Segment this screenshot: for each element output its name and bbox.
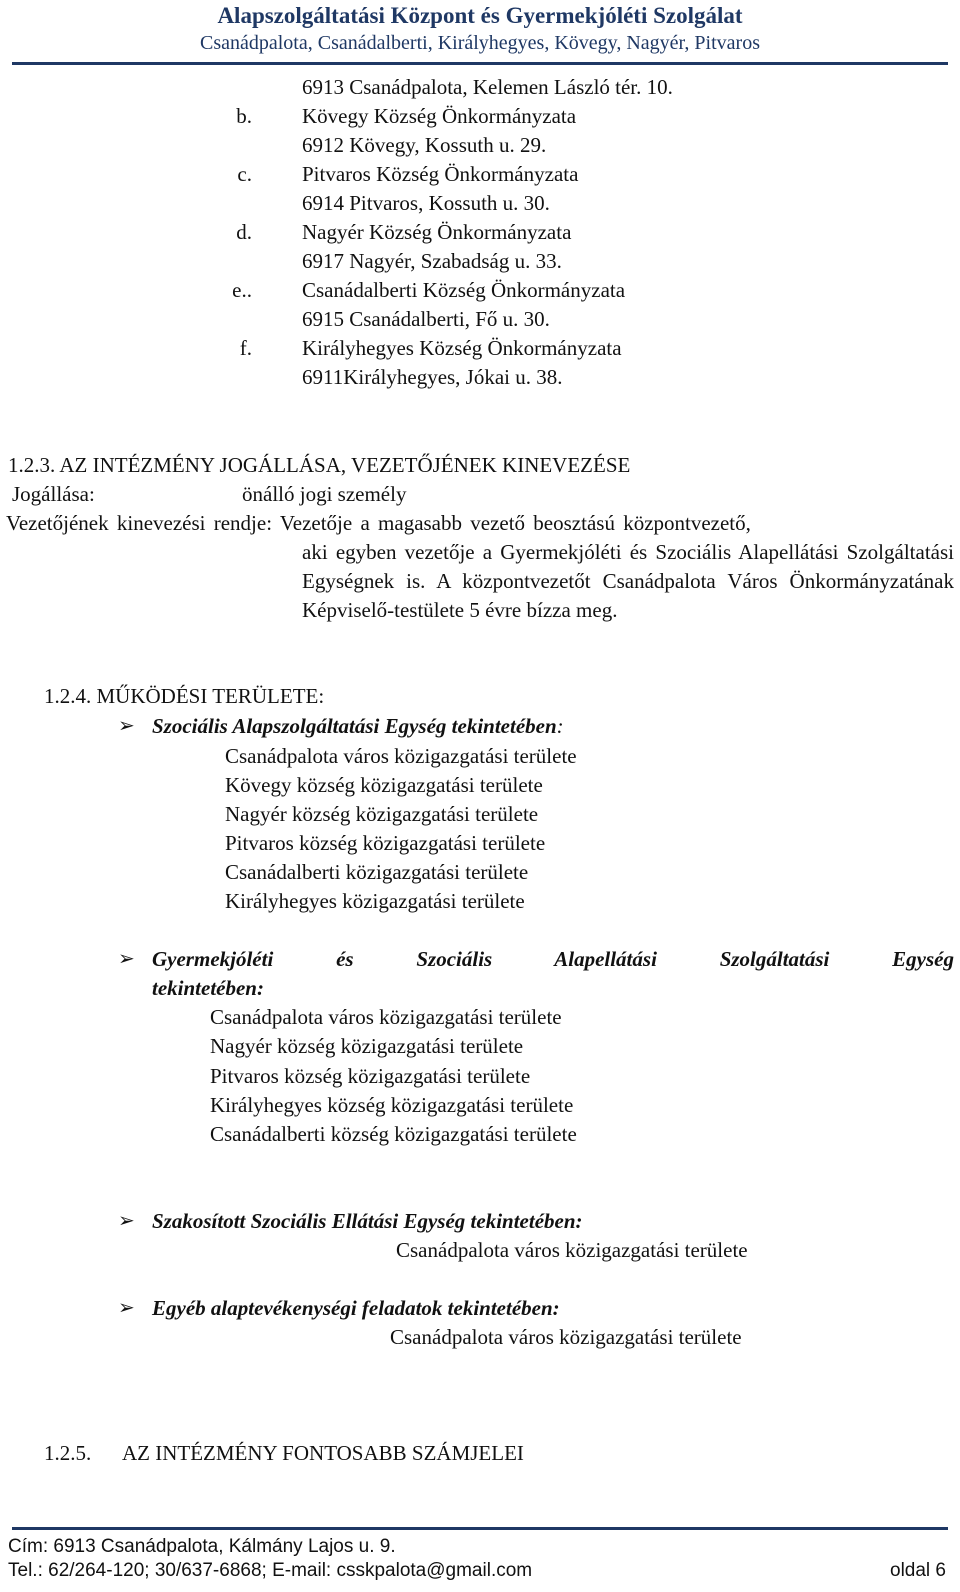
- header-divider: [12, 62, 948, 65]
- list-label: d.: [236, 220, 252, 244]
- list-item-name: Nagyér Község Önkormányzata: [302, 220, 572, 244]
- area-item: Csanádpalota város közigazgatási területe: [396, 1238, 748, 1262]
- appointment-label: Vezetőjének kinevezési rendje:: [6, 511, 273, 535]
- section-number-125: 1.2.5.: [44, 1441, 92, 1465]
- area-item: Csanádpalota város közigazgatási területe: [390, 1325, 742, 1349]
- header-title: Alapszolgáltatási Központ és Gyermekjóléti Szolgálat: [217, 3, 743, 28]
- area-item: Csanádpalota város közigazgatási területe: [210, 1005, 562, 1029]
- group-title-text: Szociális Alapszolgáltatási Egység tekintetében: [152, 714, 557, 738]
- area-item: Csanádalberti község közigazgatási területe: [210, 1122, 577, 1146]
- list-item-name: Csanádalberti Község Önkormányzata: [302, 278, 626, 302]
- bullet-arrow-icon: ➢: [118, 715, 135, 737]
- area-item: Csanádalberti közigazgatási területe: [225, 860, 529, 884]
- section-heading-124: 1.2.4. MŰKÖDÉSI TERÜLETE:: [44, 684, 325, 708]
- group-title-colon: :: [556, 714, 564, 738]
- list-item-name: Királyhegyes Község Önkormányzata: [302, 336, 622, 360]
- status-value: önálló jogi személy: [242, 482, 407, 506]
- bullet-arrow-icon: ➢: [118, 1210, 135, 1232]
- area-item: Csanádpalota város közigazgatási területe: [225, 744, 577, 768]
- footer-contact-line: [8, 1559, 946, 1583]
- section-heading-125: AZ INTÉZMÉNY FONTOSABB SZÁMJELEI: [122, 1441, 524, 1465]
- footer-divider: [12, 1527, 948, 1530]
- area-item: Pitvaros község közigazgatási területe: [210, 1064, 531, 1088]
- status-label: Jogállása:: [12, 482, 95, 506]
- list-item-name: Kövegy Község Önkormányzata: [302, 104, 577, 128]
- area-item: Királyhegyes község közigazgatási területe: [210, 1093, 574, 1117]
- list-label: c.: [237, 162, 252, 186]
- group-title-continuation: tekintetében:: [152, 976, 264, 1000]
- list-item-address: 6914 Pitvaros, Kossuth u. 30.: [302, 191, 550, 215]
- area-item: Nagyér község közigazgatási területe: [210, 1034, 524, 1058]
- footer-address: Cím: 6913 Csanádpalota, Kálmány Lajos u. 9.: [8, 1536, 396, 1557]
- list-item-address: 6917 Nagyér, Szabadság u. 33.: [302, 249, 562, 273]
- list-item-address: 6911Királyhegyes, Jókai u. 38.: [302, 365, 563, 389]
- bullet-arrow-icon: ➢: [118, 1297, 135, 1319]
- footer-contact: Tel.: 62/264-120; 30/637-6868; E-mail: csskpalota@gmail.com: [8, 1560, 533, 1581]
- header-subtitle: Csanádpalota, Csanádalberti, Királyhegyes, Kövegy, Nagyér, Pitvaros: [200, 32, 760, 54]
- bullet-arrow-icon: ➢: [118, 948, 135, 970]
- area-item: Nagyér község közigazgatási területe: [225, 802, 539, 826]
- list-item-address: 6912 Kövegy, Kossuth u. 29.: [302, 133, 547, 157]
- area-item: Pitvaros község közigazgatási területe: [225, 831, 546, 855]
- area-item: Királyhegyes közigazgatási területe: [225, 889, 525, 913]
- list-item-address: 6915 Csanádalberti, Fő u. 30.: [302, 307, 550, 331]
- group-title: Egyéb alaptevékenységi feladatok tekintetében:: [152, 1296, 560, 1320]
- section-heading-123: 1.2.3. AZ INTÉZMÉNY JOGÁLLÁSA, VEZETŐJÉNEK KINEVEZÉSE: [8, 453, 631, 477]
- page-header: [0, 0, 960, 56]
- appointment-first: Vezetője a magasabb vezető beosztású központvezető,: [279, 511, 751, 535]
- appointment-paragraph: aki egyben vezetője a Gyermekjóléti és Szociális Alapellátási Szolgáltatási Egységnek is. A központvezetőt Csanádpalota Város Önkormányzatának Képviselő-testülete 5 évre bízza meg.: [302, 540, 954, 622]
- page-number: oldal 6: [890, 1560, 946, 1581]
- appointment-first-line: [6, 509, 751, 537]
- list-label: b.: [236, 104, 252, 128]
- area-item: Kövegy község közigazgatási területe: [225, 773, 543, 797]
- address-top-line: 6913 Csanádpalota, Kelemen László tér. 10.: [302, 75, 673, 99]
- list-label: f.: [239, 336, 252, 360]
- group-title: Szakosított Szociális Ellátási Egység tekintetében:: [152, 1209, 583, 1233]
- list-item-name: Pitvaros Község Önkormányzata: [302, 162, 579, 186]
- list-label: e..: [232, 278, 252, 302]
- group-title: [152, 712, 564, 740]
- group-title: Gyermekjóléti és Szociális Alapellátási Szolgáltatási Egység: [152, 947, 954, 971]
